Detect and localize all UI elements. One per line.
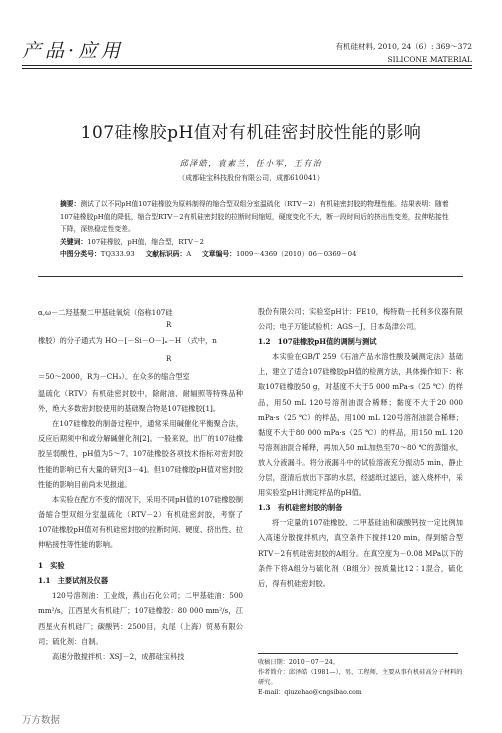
keywords-text: 107硅橡胶，pH值，缩合型，RTV－2 <box>87 237 204 246</box>
structural-formula <box>38 320 243 386</box>
header-rule-thin <box>22 68 472 69</box>
header-rule-thick <box>22 65 472 66</box>
abstract-block <box>60 198 450 261</box>
formula-main: 橡胶）的分子通式为 HO－[－Si－O－]ₙ－H （式中，n <box>38 336 217 346</box>
abstract <box>60 198 450 236</box>
instruments-continued: 股份有限公司；实验室pH计：FE10，梅特勒－托利多仪器有限公司；电子万能试验机：AGS－J，日本岛津公司。 <box>258 307 463 332</box>
formula-r-top: R <box>166 321 172 330</box>
intro-paragraph-3: 本实验在配方不变的情况下，采用不同pH值的107硅橡胶制备缩合型双组分室温硫化（RTV－2）有机硅密封胶，考察了107硅橡胶pH值对有机硅密封胶的拉断时间、硬度、挤出性、拉伸粘接性等性能的影响。 <box>38 494 243 550</box>
intro-paragraph-1a: α,ω－二羟基聚二甲基硅氧烷（俗称107硅 <box>38 308 173 317</box>
affiliation: （成都硅宝科技股份有限公司，成都610041） <box>178 174 324 182</box>
article-id-value: 1009－4369（2010）06－0369－04 <box>235 250 357 258</box>
sealant-prep-paragraph: 将一定量的107硅橡胶、二甲基硅油和碳酸钙按一定比例加入高速分散搅拌机内，真空条件下搅拌120 min，得到缩合型RTV－2有机硅密封胶的A组分。在真空度为－0.08 MPa以下的条件下将A组分与硫化剂（B组分）按质量比12∶1混合，硫化后，得有机硅密封胶。 <box>258 518 463 588</box>
instruments-paragraph: 高速分散搅拌机：XSJ－2，成都硅宝科技 <box>52 651 185 661</box>
left-column <box>38 305 243 664</box>
ph-method-paragraph: 本实验在GB/T 259《石油产品水溶性酸及碱测定法》基础上，建立了适合107硅橡胶pH值的检测方法，具体操作如下：称取107硅橡胶50 g，对基度不大于5 000 mPa·s（25 ℃）的样品，用50 mL 120号溶剂油混合稀释；黏度不大于20 000 mPa·s（25 ℃）的样品，用100 mL 120号溶剂油混合稀释；黏度不大于80 000 mPa·s（25 ℃）的样品，用150 mL 120号溶剂油混合稀释，再加入50 mL加热至70～80 ℃的蒸馏水，放入分液漏斗。将分液漏斗中的试验溶液充分振动5 min，静止分层，澄清后放出下部的水层，经滤纸过滤后，滤入烧杯中，采用实验室pH计测定样品的pH值。 <box>258 352 463 498</box>
abstract-label: 摘要： <box>60 200 81 208</box>
right-column <box>258 304 463 591</box>
paper-title: 107硅橡胶pH值对有机硅密封胶性能的影响 <box>80 123 422 143</box>
keywords <box>60 236 450 249</box>
heading-experiment: 1 实验 <box>38 561 65 571</box>
classification-line <box>60 248 450 261</box>
article-id-label: 文章编号： <box>202 250 236 258</box>
section-label: 产品·应用 <box>22 40 125 62</box>
journal-name-en: SILICONE MATERIAL <box>387 55 472 64</box>
intro-paragraph-1b: 温硫化（RTV）有机硅密封胶中，除耐油、耐辐照等特殊品种外，绝大多数密封胶使用的基础聚合物是107硅橡胶[1]。 <box>38 389 243 414</box>
heading-ph-method: 1.2 107硅橡胶pH值的调制与测试 <box>258 337 377 347</box>
doc-code-label: 文献标识码： <box>145 250 187 258</box>
keywords-label: 关键词： <box>60 237 88 246</box>
formula-tail: ＝50～2000，R为－CH₃）。在众多的缩合型室 <box>38 372 190 382</box>
author-email: E-mail：qiuzehao@cngsibao.com <box>258 689 362 696</box>
reagents-paragraph: 120号溶剂油：工业级，燕山石化公司；二甲基硅油：500 mm²/s，江西星火有机硅厂；107硅橡胶：80 000 mm²/s，江西星火有机硅厂；碳酸钙：2500目，丸尾（上海）贸易有限公司；硫化剂：自制。 <box>38 591 243 646</box>
clc-value: TQ333.93 <box>100 250 135 258</box>
formula-r-bottom: R <box>166 355 172 364</box>
doc-code-value: A <box>186 250 192 258</box>
heading-sealant-prep: 1.3 有机硅密封胶的制备 <box>258 503 343 513</box>
journal-header <box>232 40 472 66</box>
watermark: 万方数据 <box>22 715 61 726</box>
intro-paragraph-2: 在107硅橡胶的制备过程中，通常采用碱催化平衡聚合法，反应后期须中和或分解碱催化剂[2]。一般来说，出厂的107硅橡胶呈弱酸性，pH值为5～7。107硅橡胶各项技术指标对密封胶性能的影响已有大量的研究[3－4]。但107硅橡胶pH值对密封胶性能的影响目前尚未见报道。 <box>38 419 243 489</box>
clc-label: 中图分类号： <box>60 250 101 258</box>
author-bio: 作者简介：邱泽皓（1981—），男，工程师，主要从事有机硅高分子材料的研究。 <box>258 669 463 686</box>
authors: 邱泽皓，袁素兰，任小军，王有治 <box>179 159 323 168</box>
footnote-rule <box>258 653 458 654</box>
footnote <box>258 658 468 698</box>
received-date: 收稿日期：2010－07－24。 <box>258 659 339 666</box>
journal-issue-line: 有机硅材料, 2010, 24（6）: 369～372 <box>335 42 472 51</box>
abstract-text: 测试了以不同pH值107硅橡胶为原料制得的缩合型双组分室温硫化（RTV－2）有机硅密封胶的物理性能。结果表明：随着107硅橡胶pH值的降低，缩合型RTV－2有机硅密封胶的拉断时间缩短，硬度变化不大，断一段时间后的挤出性变差，拉伸粘接性下降，深热稳定性变差。 <box>60 200 449 233</box>
heading-reagents: 1.1 主要试剂及仪器 <box>38 576 109 586</box>
abstract-separator <box>38 276 463 277</box>
